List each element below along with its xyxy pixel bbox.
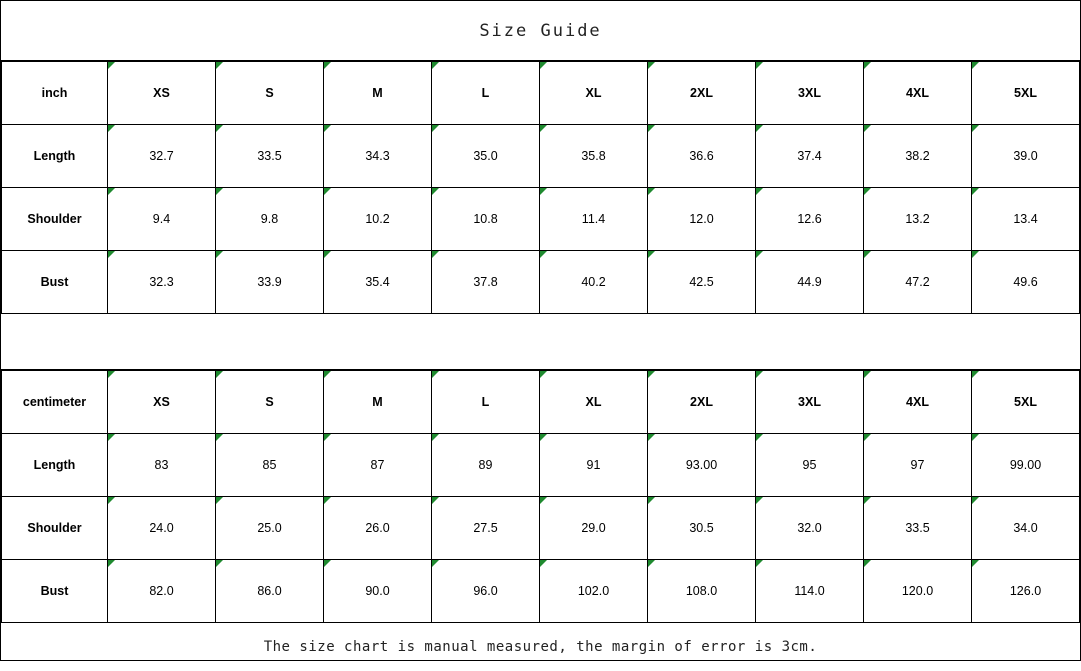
column-header: S	[216, 371, 324, 434]
column-header: L	[432, 371, 540, 434]
column-header: 3XL	[756, 62, 864, 125]
table-cell: 42.5	[648, 251, 756, 314]
table-cell: 35.0	[432, 125, 540, 188]
row-label-bust: Bust	[2, 251, 108, 314]
table-cell: 24.0	[108, 497, 216, 560]
table-cell: 29.0	[540, 497, 648, 560]
table-cell: 38.2	[864, 125, 972, 188]
table-row	[2, 560, 1080, 623]
table-cell: 89	[432, 434, 540, 497]
table-row	[2, 497, 1080, 560]
table-cell: 36.6	[648, 125, 756, 188]
table-cell: 95	[756, 434, 864, 497]
table-row	[2, 434, 1080, 497]
table-cell: 86.0	[216, 560, 324, 623]
row-label-shoulder: Shoulder	[2, 497, 108, 560]
table-cell: 83	[108, 434, 216, 497]
table-cell: 34.0	[972, 497, 1080, 560]
row-label-shoulder: Shoulder	[2, 188, 108, 251]
row-label-length: Length	[2, 434, 108, 497]
table-cell: 47.2	[864, 251, 972, 314]
column-header: 5XL	[972, 371, 1080, 434]
table-cell: 9.8	[216, 188, 324, 251]
table-cell: 126.0	[972, 560, 1080, 623]
table-cell: 34.3	[324, 125, 432, 188]
table-cell: 82.0	[108, 560, 216, 623]
table-cell: 26.0	[324, 497, 432, 560]
column-header: XS	[108, 62, 216, 125]
table-cell: 90.0	[324, 560, 432, 623]
table-cell: 33.9	[216, 251, 324, 314]
table-cell: 12.6	[756, 188, 864, 251]
table-row-header	[2, 371, 1080, 434]
column-header: 3XL	[756, 371, 864, 434]
table-cell: 87	[324, 434, 432, 497]
table-cell: 33.5	[216, 125, 324, 188]
column-header: 4XL	[864, 371, 972, 434]
table-cell: 108.0	[648, 560, 756, 623]
table-cell: 99.00	[972, 434, 1080, 497]
table-cell: 32.3	[108, 251, 216, 314]
table-cell: 13.2	[864, 188, 972, 251]
column-header: XS	[108, 371, 216, 434]
table-cell: 85	[216, 434, 324, 497]
column-header: M	[324, 371, 432, 434]
column-header: XL	[540, 62, 648, 125]
column-header: L	[432, 62, 540, 125]
table-cell: 10.8	[432, 188, 540, 251]
column-header: 5XL	[972, 62, 1080, 125]
table-separator	[1, 314, 1080, 370]
column-header: 2XL	[648, 371, 756, 434]
column-header: XL	[540, 371, 648, 434]
table-cell: 44.9	[756, 251, 864, 314]
table-cell: 97	[864, 434, 972, 497]
table-cell: 39.0	[972, 125, 1080, 188]
unit-label-inch: inch	[2, 62, 108, 125]
table-cell: 13.4	[972, 188, 1080, 251]
page-title: Size Guide	[1, 1, 1080, 61]
table-cell: 91	[540, 434, 648, 497]
column-header: 2XL	[648, 62, 756, 125]
column-header: M	[324, 62, 432, 125]
table-cell: 25.0	[216, 497, 324, 560]
table-cell: 9.4	[108, 188, 216, 251]
table-cell: 35.8	[540, 125, 648, 188]
table-cell: 37.8	[432, 251, 540, 314]
table-cell: 27.5	[432, 497, 540, 560]
table-cell: 33.5	[864, 497, 972, 560]
table-cell: 49.6	[972, 251, 1080, 314]
table-row	[2, 251, 1080, 314]
table-row	[2, 125, 1080, 188]
table-cell: 10.2	[324, 188, 432, 251]
table-cell: 96.0	[432, 560, 540, 623]
table-cell: 32.0	[756, 497, 864, 560]
footer-note: The size chart is manual measured, the margin of error is 3cm.	[263, 639, 818, 655]
table-row	[2, 188, 1080, 251]
table-cell: 102.0	[540, 560, 648, 623]
table-cell: 12.0	[648, 188, 756, 251]
table-row-header	[2, 62, 1080, 125]
table-cell: 40.2	[540, 251, 648, 314]
table-cell: 120.0	[864, 560, 972, 623]
table-cell: 114.0	[756, 560, 864, 623]
table-cell: 37.4	[756, 125, 864, 188]
table-cell: 11.4	[540, 188, 648, 251]
row-label-length: Length	[2, 125, 108, 188]
row-label-bust: Bust	[2, 560, 108, 623]
table-cell: 93.00	[648, 434, 756, 497]
size-table-centimeter	[1, 370, 1080, 623]
table-cell: 32.7	[108, 125, 216, 188]
size-table-inch	[1, 61, 1080, 314]
unit-label-centimeter: centimeter	[2, 371, 108, 434]
column-header: S	[216, 62, 324, 125]
table-cell: 35.4	[324, 251, 432, 314]
column-header: 4XL	[864, 62, 972, 125]
table-cell: 30.5	[648, 497, 756, 560]
